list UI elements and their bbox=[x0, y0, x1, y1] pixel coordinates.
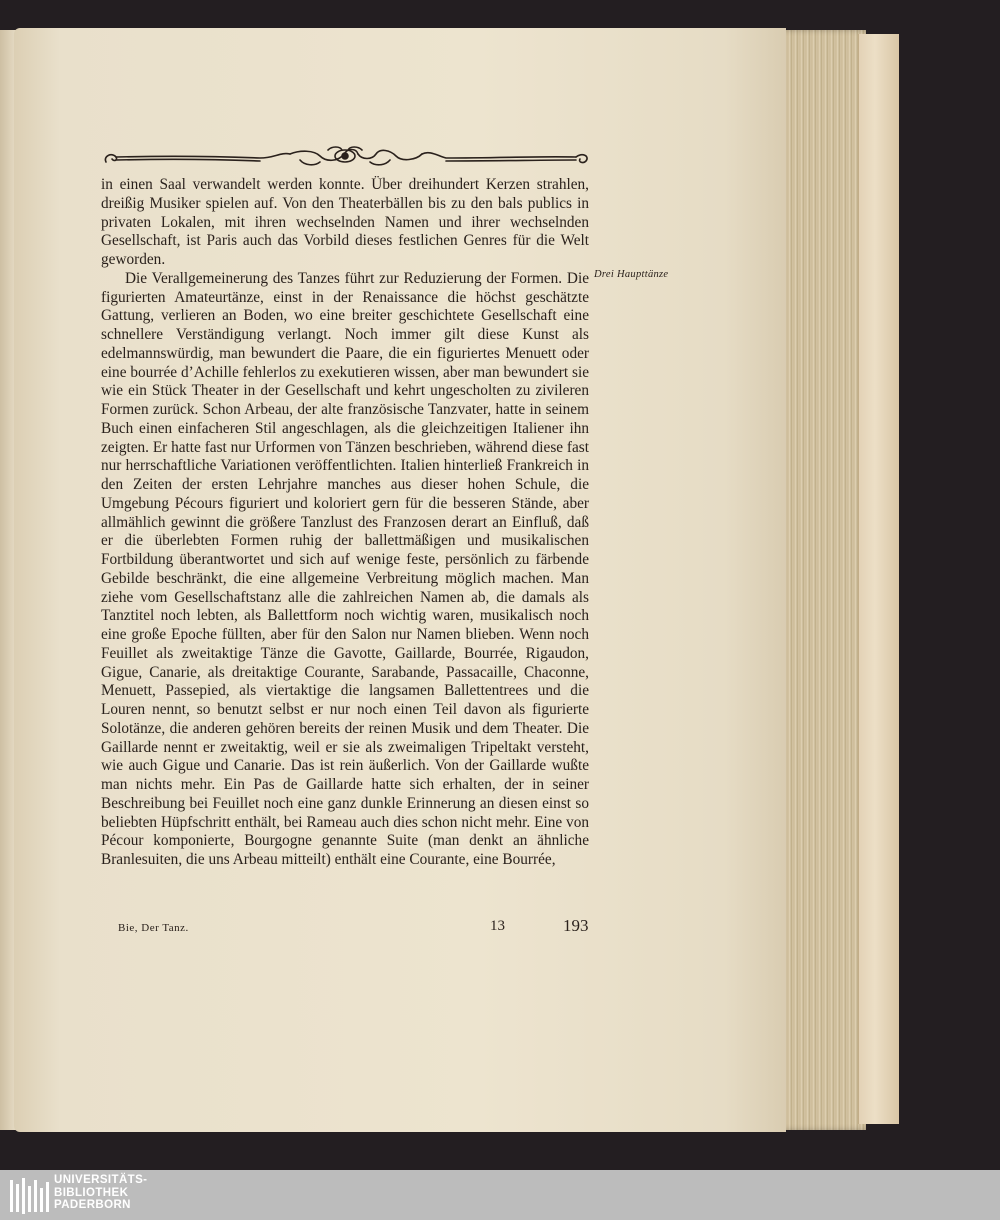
library-name-line: UNIVERSITÄTS- bbox=[54, 1174, 148, 1186]
library-name-line: BIBLIOTHEK bbox=[54, 1186, 129, 1199]
book-cover-edge bbox=[858, 34, 899, 1124]
paragraph: in einen Saal verwandelt werden konnte. Über dreihundert Kerzen strahlen, dreißig Musiker spielen auf. Von den Theaterbällen bis zu den bals publics in privaten Lokalen, mit ihren wechselnden Namen und ihrer wechselnden Gesellschaft, ist Paris auch das Vorbild dieses festlichen Genres für die Welt geworden. bbox=[101, 176, 589, 268]
page-number: 193 bbox=[563, 916, 589, 935]
library-logo-icon bbox=[8, 1176, 54, 1216]
footer-signature: Bie, Der Tanz. bbox=[118, 922, 189, 934]
body-text bbox=[101, 176, 589, 870]
paragraph: Die Verallgemeinerung des Tanzes führt zur Reduzierung der Formen. Die figurierten Amateurtänze, einst in der Renaissance die höchst geschätzte Gattung, verlieren an Boden, wo eine breiter geschichtete Gesellschaft eine schnellere Verständigung verlangt. Noch immer gilt diese Kunst als edelmannswürdig, man bewundert die Paare, die ein figuriertes Menuett oder eine bourrée d’Achille fehlerlos zu exekutieren wissen, aber man bewundert sie wie ein Stück Theater in der Gesellschaft und kehrt ungescholten zu zivileren Formen zurück. Schon Arbeau, der alte französische Tanzvater, hatte in seinem Buch einen einfacheren Stil angeschlagen, als die gleichzeitigen Italiener ihn zeigten. Er hatte fast nur Urformen von Tänzen beschrieben, während diese fast nur herrschaftliche Variationen veröffentlichten. Italien hinterließ Frankreich in den Zeiten der ersten Lehrjahre manches aus dieser hohen Schule, die Umgebung Pécours figuriert und koloriert gern für die besseren Stände, aber allmählich gewinnt die größere Tanzlust des Franzosen derart an Einfluß, daß er die überlebten Formen ruhig der ballettmäßigen und musikalischen Fortbildung überantwortet und sich auf wenige feste, persönlich zu färbende Gebilde beschränkt, die eine allgemeine Verbreitung möglich machen. Man ziehe vom Gesellschaftstanz alle die zahlreichen Namen ab, die damals als Tanztitel noch lebten, als Ballettform noch wichtig waren, musikalisch noch eine große Epoche füllten, aber für den Salon nur Namen blieben. Wenn noch Feuillet als zweitaktige Tänze die Gavotte, Gaillarde, Bourrée, Rigaudon, Gigue, Canarie, als dreitaktige Courante, Sarabande, Passacaille, Chaconne, Menuett, Passepied, als viertaktige die langsamen Ballettentrees und die Louren nennt, so benutzt selbst er nur noch einen Teil davon als figurierte Solotänze, die anderen gehören bereits der reinen Musik und dem Theater. Die Gaillarde nennt er zweitaktig, weil er sie als zweimaligen Tripeltakt versteht, wie auch Gigue und Canarie. Das ist rein äußerlich. Von der Gaillarde wußte man nichts mehr. Ein Pas de Gaillarde hatte sich erhalten, der in seiner Beschreibung bei Feuillet noch eine ganz dunkle Erinnerung an diesen einst so beliebten Hüpfschritt enthält, bei Rameau auch dies schon nicht mehr. Eine von Pécour komponierte, Bourgogne genannte Suite (man denkt an ähnliche Branlesuiten, die uns Arbeau mitteilt) enthält eine Courante, eine Bourrée, bbox=[101, 269, 589, 868]
library-banner bbox=[0, 1170, 1000, 1220]
decorative-headpiece bbox=[100, 142, 592, 172]
margin-note: Drei Haupttänze bbox=[594, 269, 669, 280]
library-name-line: PADERBORN bbox=[54, 1199, 131, 1211]
library-name bbox=[54, 1174, 147, 1212]
sheet-number: 13 bbox=[490, 918, 505, 934]
